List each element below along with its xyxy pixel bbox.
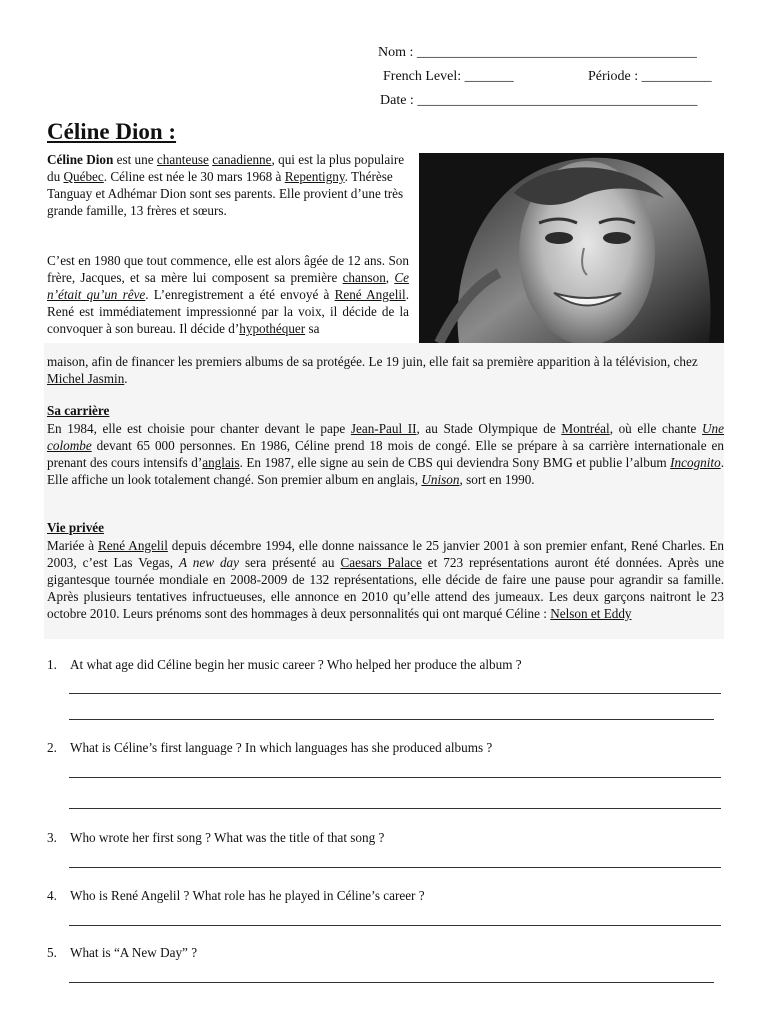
text-run: .: [124, 371, 128, 386]
text-run: . Thérèse Tanguay et Adhémar Dion sont ses parents. Elle provient d’une très grande famille, 13 frères et sœurs.: [47, 169, 404, 218]
question-number: 3.: [47, 830, 57, 845]
subject-name: Céline Dion: [47, 152, 114, 167]
text-run: depuis décembre 1994, elle donne naissance le 25 janvier 2001 à son premier enfant, René Charles. En 2003, c’est Las Vegas,: [47, 538, 724, 570]
text-run: En 1984, elle est choisie pour chanter devant le pape: [47, 421, 351, 436]
question-text: What is “A New Day” ?: [70, 945, 198, 960]
vocab-nelson-et-eddy: Nelson et Eddy: [550, 606, 632, 621]
song-une-colombe: Une colombe: [47, 421, 724, 453]
section-heading-vie-privee: Vie privée: [47, 520, 104, 535]
question-3: [47, 829, 384, 846]
song-title: Ce n’était qu’un rêve: [47, 270, 410, 302]
vocab-quebec: Québec: [63, 169, 104, 184]
question-text: Who wrote her first song ? What was the title of that song ?: [70, 830, 385, 845]
vocab-rene-angelil: René Angelil: [334, 287, 406, 302]
answer-line[interactable]: [69, 925, 721, 926]
question-text: At what age did Céline begin her music career ? Who helped her produce the album ?: [70, 657, 522, 672]
text-run: devant 65 000 personnes. En 1986, Céline prend 18 mois de congé. Elle se prépare à sa carrière internationale en prenant des cours intensifs d’: [47, 438, 724, 470]
intro-paragraph-1: [47, 151, 409, 219]
question-number: 5.: [47, 945, 57, 960]
text-run: , sort en 1990.: [459, 472, 535, 487]
question-text: Who is René Angelil ? What role has he played in Céline’s career ?: [70, 888, 425, 903]
question-text: What is Céline’s first language ? In which languages has she produced albums ?: [70, 740, 493, 755]
vocab-caesars-palace: Caesars Palace: [340, 555, 422, 570]
vocab-montreal: Montréal: [561, 421, 610, 436]
vocab-repentigny: Repentigny: [284, 169, 345, 184]
vocab-jean-paul-ii: Jean-Paul II: [350, 421, 417, 436]
text-run: . L’enregistrement a été envoyé à: [145, 287, 335, 302]
vocab-chanteuse: chanteuse: [156, 152, 209, 167]
text-run: sera présenté au: [239, 555, 341, 570]
text-run: . Elle affiche un look totalement changé. Son premier album en anglais,: [47, 455, 724, 487]
text-run: sa: [305, 321, 320, 336]
show-a-new-day: A new day: [178, 555, 239, 570]
text-run: , au Stade Olympique de: [416, 421, 562, 436]
intro-paragraph-2: [47, 252, 409, 337]
question-4: [47, 887, 425, 904]
date-field[interactable]: Date : ________________________________________: [380, 93, 698, 108]
section-heading-carriere: Sa carrière: [47, 403, 110, 418]
vocab-michel-jasmin: Michel Jasmin: [47, 371, 125, 386]
question-1: [47, 656, 522, 673]
text-run: maison, afin de financer les premiers albums de sa protégée. Le 19 juin, elle fait sa première apparition à la télévision, chez: [47, 354, 698, 369]
text-run: , où elle chante: [609, 421, 703, 436]
answer-line[interactable]: [69, 693, 721, 694]
portrait-illustration: [419, 153, 724, 343]
text-run: . René est immédiatement impressionné par la voix, il décide de la convoquer à son bureau. Il décide d’: [47, 287, 409, 336]
album-unison: Unison: [421, 472, 460, 487]
text-run: et 723 représentations auront été données. Après une gigantesque tournée mondiale en 2008-2009 de 132 représentations, elle décide de faire une pause pour agrandir sa famille. Après plusieurs tentatives infructueuses, elle annonce en 2010 qu’elle attend des jumeaux. Les deux garçons naitront le 23 octobre 2010. Leurs prénoms sont des hommages à deux personnalités qui ont marqué Céline :: [47, 555, 724, 621]
vocab-rene-angelil: René Angelil: [98, 538, 168, 553]
vie-privee-paragraph: [47, 537, 724, 622]
french-level-field[interactable]: French Level: _______: [383, 69, 514, 84]
question-number: 4.: [47, 888, 57, 903]
text-run: Mariée à: [47, 538, 99, 553]
text-run: est une: [113, 152, 157, 167]
carriere-paragraph: [47, 420, 724, 488]
question-2: [47, 739, 492, 756]
text-run: , qui est la plus populaire du: [47, 152, 405, 184]
vocab-chanson: chanson: [342, 270, 386, 285]
period-field[interactable]: Période : __________: [588, 69, 712, 84]
text-run: C’est en 1980 que tout commence, elle est alors âgée de 12 ans. Son frère, Jacques, et sa mère lui composent sa première: [47, 253, 409, 285]
answer-line[interactable]: [69, 808, 721, 809]
text-run: . En 1987, elle signe au sein de CBS qui deviendra Sony BMG et publie l’album: [239, 455, 671, 470]
celine-dion-photo: [419, 153, 724, 343]
question-number: 2.: [47, 740, 57, 755]
answer-line[interactable]: [69, 719, 714, 720]
name-field[interactable]: Nom : ________________________________________: [378, 45, 697, 60]
answer-line[interactable]: [69, 777, 721, 778]
page-title: Céline Dion :: [47, 119, 177, 144]
album-incognito: Incognito: [670, 455, 721, 470]
vocab-anglais: anglais: [202, 455, 240, 470]
text-run: ,: [385, 270, 395, 285]
vocab-hypothequer: hypothéquer: [239, 321, 306, 336]
question-number: 1.: [47, 657, 57, 672]
text-run: . Céline est née le 30 mars 1968 à: [103, 169, 285, 184]
question-5: [47, 944, 197, 961]
vocab-canadienne: canadienne: [212, 152, 272, 167]
answer-line[interactable]: [69, 867, 721, 868]
intro-paragraph-2-continued: [47, 353, 724, 387]
answer-line[interactable]: [69, 982, 714, 983]
